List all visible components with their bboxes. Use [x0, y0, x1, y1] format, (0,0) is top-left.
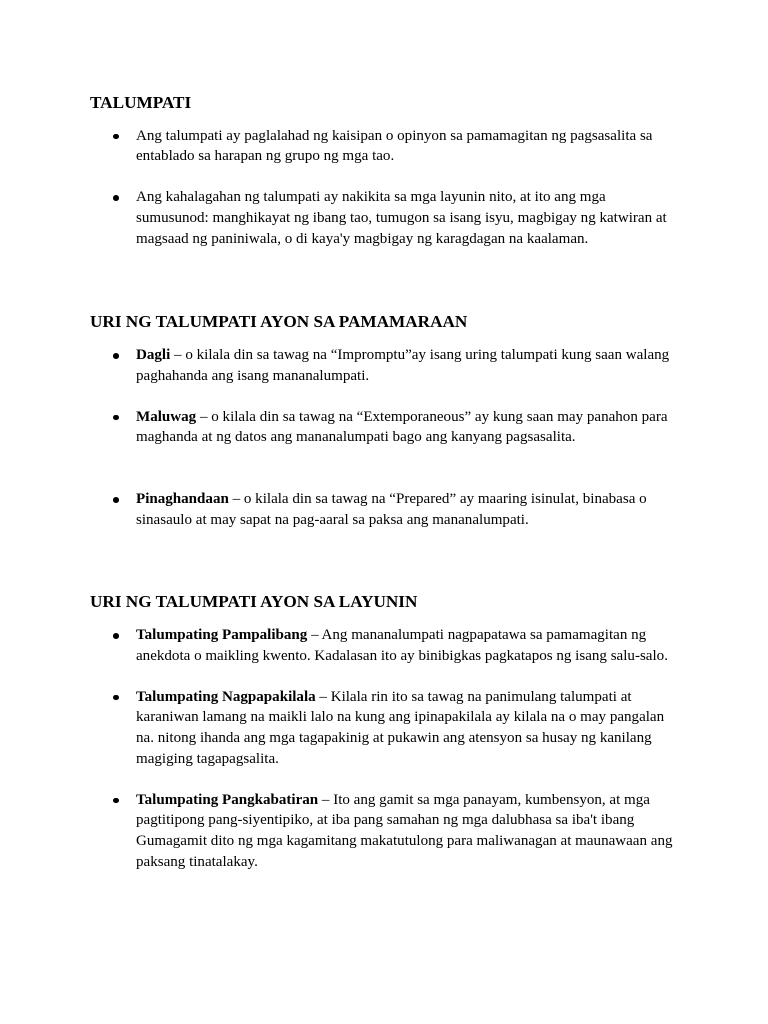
line-text: Ang talumpati ay paglalahad ng kaisipan o opinyon sa pamamagitan ng pagsasalita sa: [136, 127, 653, 144]
text-line: [136, 366, 678, 387]
section-heading: URI NG TALUMPATI AYON SA PAMAMARAAN: [90, 312, 468, 332]
text-line: [136, 810, 678, 831]
list-item: [90, 790, 678, 872]
text-line: [136, 427, 678, 448]
list-item: [90, 687, 678, 769]
text-line: [136, 407, 678, 428]
bullet-icon: [113, 195, 119, 201]
bullet-list: [90, 126, 678, 250]
line-text: na. nitong ihanda ang mga tagapakinig at pukawin ang atensyon sa husay ng kanilang: [136, 729, 652, 746]
line-text: – o kilala din sa tawag na “Impromptu”ay isang uring talumpati kung saan walang: [174, 346, 670, 363]
text-line: [136, 790, 678, 811]
line-text: Gumagamit dito ng mga kagamitang makatutulong para maliwanagan at maunawaan ang: [136, 832, 673, 849]
item-term: Talumpating Pampalibang: [136, 626, 308, 643]
line-text: – o kilala din sa tawag na “Prepared” ay maaring isinulat, binabasa o: [232, 491, 647, 508]
bullet-icon: [113, 134, 119, 140]
text-line: [136, 345, 678, 366]
list-item: [90, 187, 678, 249]
list-item: [90, 345, 678, 386]
text-line: [136, 707, 678, 728]
line-text: paksang tinatalakay.: [136, 853, 258, 870]
text-line: [136, 489, 678, 510]
line-text: anekdota o maikling kwento. Kadalasan ito ay binibigkas pagkatapos ng isang salu-salo.: [136, 647, 668, 664]
list-item: [90, 625, 678, 666]
bullet-icon: [113, 415, 119, 421]
list-item: [90, 407, 678, 448]
text-line: [136, 749, 678, 770]
bullet-icon: [113, 695, 119, 701]
bullet-icon: [113, 633, 119, 639]
document-section: [90, 311, 678, 530]
list-item: [90, 489, 678, 530]
line-text: sinasaulo at may sapat na pag-aaral sa paksa ang mananalumpati.: [136, 511, 529, 528]
section-heading: TALUMPATI: [90, 93, 192, 112]
line-text: Ang kahalagahan ng talumpati ay nakikita sa mga layunin nito, at ito ang mga: [136, 189, 606, 206]
line-text: – Ito ang gamit sa mga panayam, kumbensyon, at mga: [321, 791, 650, 808]
item-term: Maluwag: [136, 408, 197, 425]
bullet-icon: [113, 353, 119, 359]
document-section: [90, 591, 678, 872]
item-term: Pinaghandaan: [136, 491, 229, 508]
bullet-list: [90, 345, 678, 530]
line-text: magsaad ng paniniwala, o di kaya'y magbigay ng karagdagan na kaalaman.: [136, 230, 589, 247]
text-line: [136, 646, 678, 667]
line-text: pagtitipong pang-siyentipiko, at iba pang samahan ng mga dalubhasa sa iba't ibang: [136, 812, 635, 829]
item-term: Dagli: [136, 346, 171, 363]
line-text: – Ang mananalumpati nagpapatawa sa pamamagitan ng: [311, 626, 647, 643]
item-term: Talumpating Nagpapakilala: [136, 688, 316, 705]
line-text: paghahanda ang isang mananalumpati.: [136, 367, 370, 384]
text-line: [136, 126, 678, 147]
document-body: [90, 92, 678, 872]
line-text: magiging tagapagsalita.: [136, 750, 279, 767]
text-line: [136, 187, 678, 208]
bullet-icon: [113, 798, 119, 804]
text-line: [136, 687, 678, 708]
text-line: [136, 852, 678, 873]
line-text: – Kilala rin ito sa tawag na panimulang talumpati at: [319, 688, 632, 705]
text-line: [136, 229, 678, 250]
list-item: [90, 126, 678, 167]
bullet-icon: [113, 497, 119, 503]
line-text: maghanda at ng datos ang mananalumpati bago ang kanyang pagsasalita.: [136, 429, 576, 446]
item-term: Talumpating Pangkabatiran: [136, 791, 319, 808]
text-line: [136, 625, 678, 646]
text-line: [136, 146, 678, 167]
document-section: [90, 92, 678, 249]
section-heading: URI NG TALUMPATI AYON SA LAYUNIN: [90, 592, 418, 612]
text-line: [136, 831, 678, 852]
line-text: sumusunod: manghikayat ng ibang tao, tumugon sa isang isyu, magbigay ng katwiran at: [136, 210, 667, 227]
text-line: [136, 728, 678, 749]
line-text: entablado sa harapan ng grupo ng mga tao.: [136, 148, 395, 165]
bullet-list: [90, 625, 678, 872]
line-text: – o kilala din sa tawag na “Extemporaneous” ay kung saan may panahon para: [199, 408, 668, 425]
line-text: karaniwan lamang na maikli lalo na kung ang ipinapakilala ay kilala na o may pangalan: [136, 709, 665, 726]
text-line: [136, 208, 678, 229]
text-line: [136, 510, 678, 531]
